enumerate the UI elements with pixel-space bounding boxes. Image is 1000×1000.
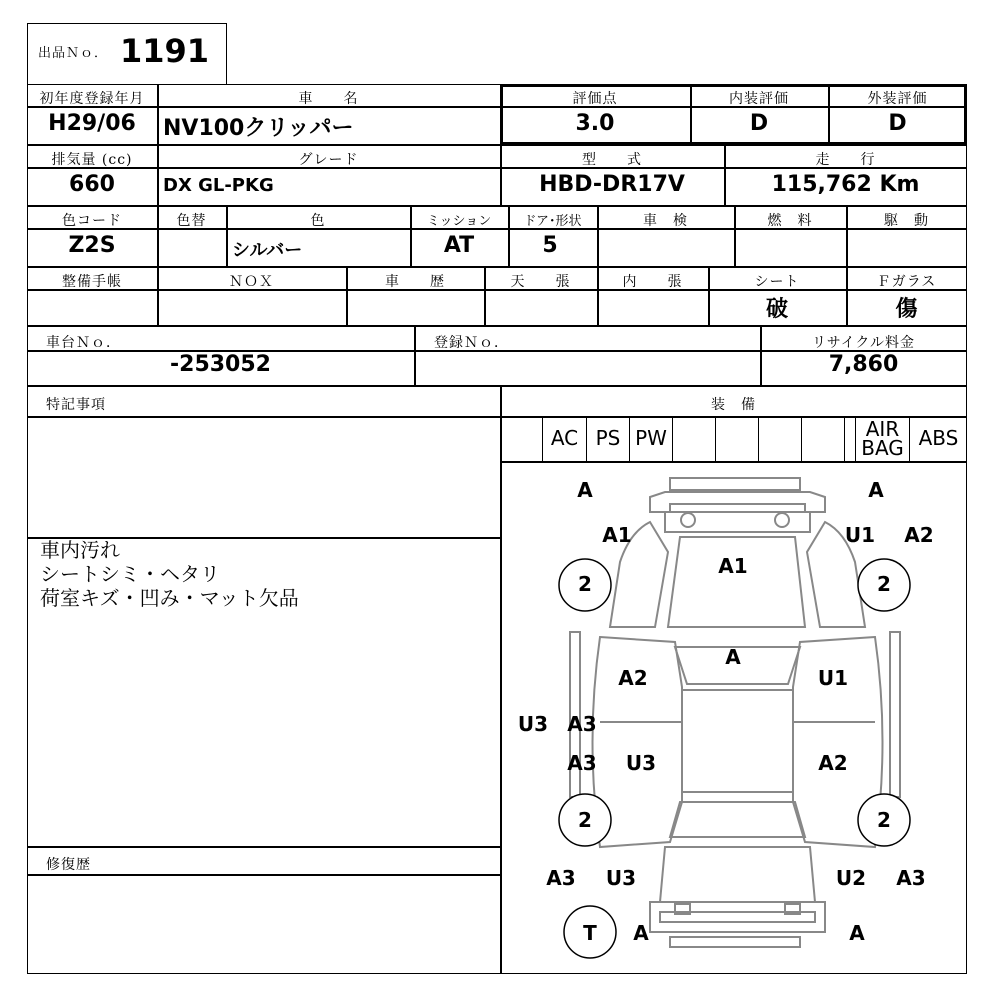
model-value: HBD-DR17V (539, 172, 685, 197)
damage-mark: A2 (618, 666, 648, 690)
damage-mark: A3 (567, 712, 597, 736)
mission-label: ミッション (426, 214, 492, 229)
damage-mark: A3 (567, 751, 597, 775)
note-line: シートシミ・ヘタリ (40, 562, 220, 586)
damage-mark: A (633, 921, 649, 945)
regno-label: 登録Ｎｏ． (434, 335, 509, 351)
recycle-label: リサイクル料金 (811, 335, 916, 351)
glass-value: 傷 (895, 297, 918, 322)
maint-label: 整備手帳 (62, 274, 122, 290)
displacement-value: 660 (69, 172, 115, 197)
chassis-value: -253052 (170, 352, 271, 377)
tire-rear-right: 2 (877, 808, 891, 832)
mileage-label: 走 行 (815, 152, 876, 168)
damage-mark: U1 (844, 523, 876, 547)
damage-mark: A (868, 478, 884, 502)
equipment-cell (500, 416, 543, 461)
fuel-label: 燃 料 (767, 213, 813, 229)
damage-mark: A2 (904, 523, 934, 547)
grade-value: DX GL-PKG (163, 175, 274, 196)
exterior-label: 外装評価 (867, 91, 928, 107)
damage-mark: U3 (625, 751, 657, 775)
damage-mark: A2 (818, 751, 848, 775)
color-value: シルバー (232, 240, 303, 261)
nox-label: ＮＯＸ (229, 274, 274, 290)
door-value: 5 (542, 233, 558, 258)
seat-label: シート (754, 274, 800, 290)
color-label: 色 (310, 213, 326, 229)
first-reg-label: 初年度登録年月 (39, 91, 145, 107)
note-line: 荷室キズ・凹み・マット欠品 (40, 586, 299, 610)
note-line: 車内汚れ (40, 538, 120, 562)
notes-label: 特記事項 (46, 397, 106, 413)
chassis-label: 車台Ｎｏ． (46, 335, 121, 351)
glass-label: Ｆガラス (876, 274, 937, 290)
damage-mark: A3 (546, 866, 576, 890)
equipment-cell (845, 416, 856, 461)
seat-value: 破 (765, 297, 788, 322)
equipment-cell: PS (587, 416, 630, 461)
equipment-cell (673, 416, 716, 461)
spare-tire: T (583, 921, 597, 945)
model-label: 型 式 (582, 152, 642, 168)
door-label: ドア･形状 (523, 214, 582, 229)
inner-label: 内 張 (622, 274, 683, 290)
grade-label: グレード (298, 152, 359, 168)
damage-mark: A (577, 478, 593, 502)
drive-label: 駆 動 (884, 213, 929, 229)
color-code-value: Z2S (68, 233, 116, 258)
damage-mark: U2 (835, 866, 867, 890)
damage-mark: U1 (817, 666, 849, 690)
repaint-label: 色替 (176, 213, 207, 229)
history-label: 車 歴 (385, 274, 445, 290)
displacement-label: 排気量 (cc) (51, 152, 133, 168)
equipment-cell: PW (630, 416, 673, 461)
equipment-cell (716, 416, 759, 461)
tire-front-right: 2 (877, 572, 891, 596)
equipment-cell: AIR BAG (856, 416, 910, 461)
damage-mark: A1 (718, 554, 748, 578)
color-code-label: 色コード (62, 213, 122, 229)
interior-label: 内装評価 (729, 91, 789, 107)
equipment-cell: ABS (918, 426, 959, 450)
tire-front-left: 2 (578, 572, 592, 596)
damage-mark: A (725, 645, 741, 669)
damage-mark: A1 (602, 523, 632, 547)
equipment-cell (802, 416, 845, 461)
tire-rear-left: 2 (578, 808, 592, 832)
car-name-value: NV100クリッパー (163, 116, 354, 141)
equipment-cell (759, 416, 802, 461)
mileage-value: 115,762 Km (771, 172, 920, 197)
equipment-cell: AC (543, 416, 587, 461)
lot-number-label: 出品Ｎｏ． (38, 46, 109, 61)
inspection-label: 車 検 (643, 213, 688, 229)
lot-number: 1191 (120, 32, 210, 70)
score-label: 評価点 (572, 91, 618, 107)
damage-mark: U3 (517, 712, 549, 736)
roof-label: 天 張 (510, 274, 571, 290)
car-name-label: 車 名 (298, 91, 359, 107)
first-reg-value: H29/06 (48, 111, 136, 136)
mission-value: AT (443, 233, 475, 258)
repair-history-label: 修復歴 (46, 857, 91, 873)
exterior-value: D (888, 111, 907, 136)
damage-mark: A (849, 921, 865, 945)
equipment-label: 装 備 (711, 397, 756, 413)
recycle-value: 7,860 (828, 352, 899, 377)
damage-mark: A3 (896, 866, 926, 890)
score-value: 3.0 (575, 111, 615, 136)
damage-mark: U3 (605, 866, 637, 890)
notes-text (40, 538, 299, 610)
interior-value: D (749, 111, 769, 136)
